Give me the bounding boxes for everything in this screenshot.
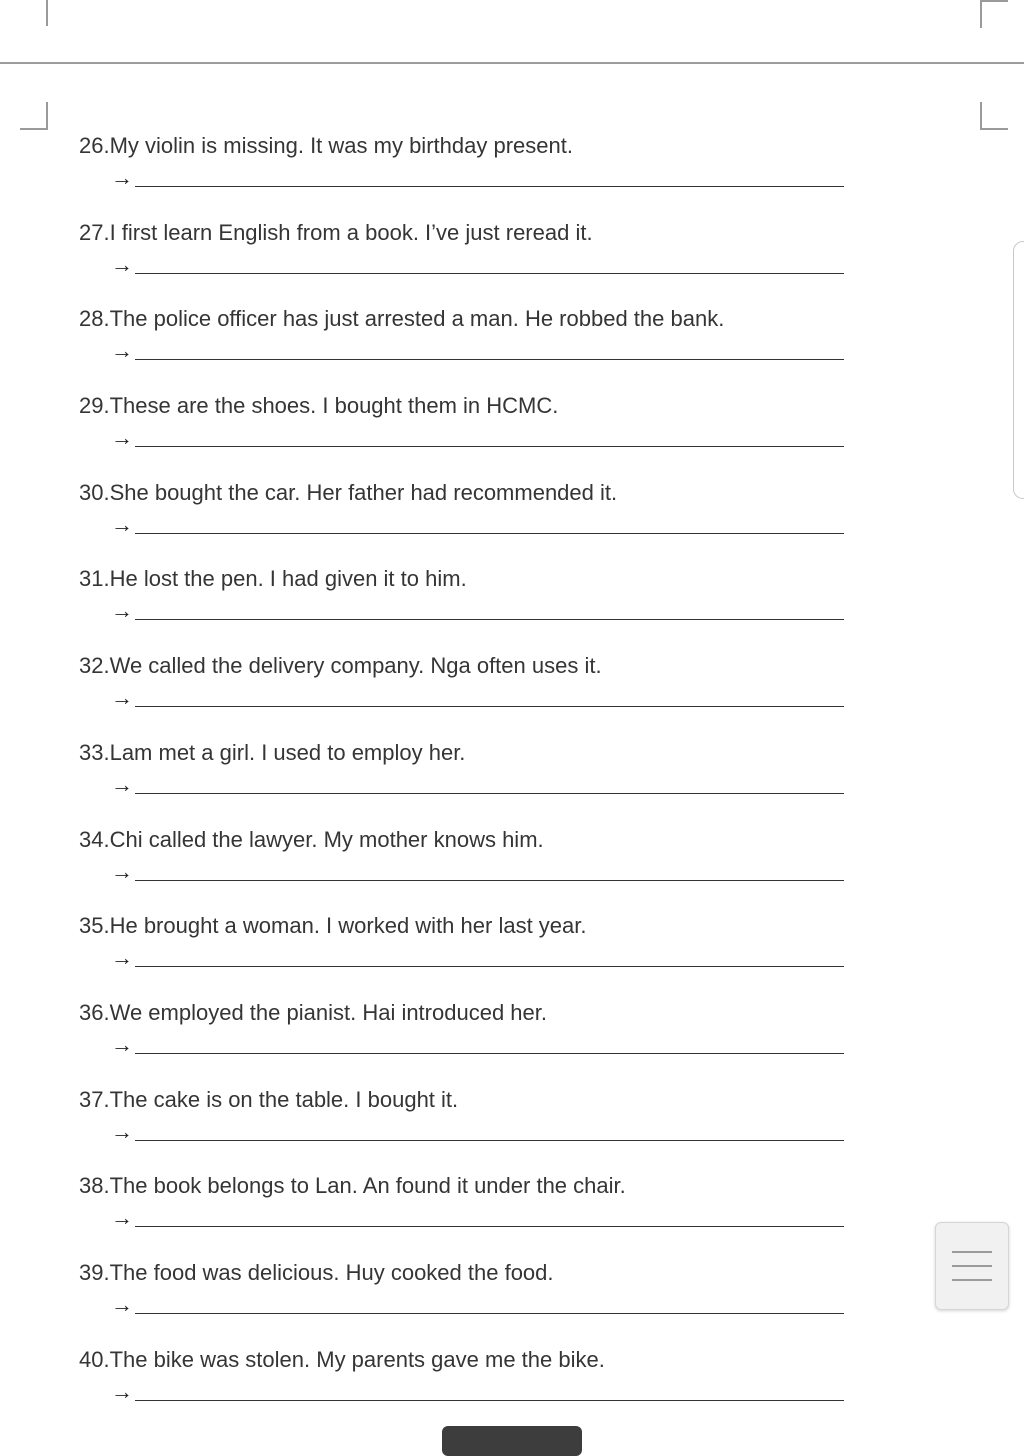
- arrow-icon: →: [111, 685, 133, 711]
- bottom-toolbar-handle[interactable]: [442, 1426, 582, 1456]
- answer-line[interactable]: [111, 337, 845, 365]
- arrow-icon: →: [111, 511, 133, 537]
- exercise-item: [0, 475, 1024, 562]
- arrow-icon: →: [111, 858, 133, 884]
- question-text: 27.I first learn English from a book. I’ve just reread it.: [79, 219, 593, 245]
- exercise-item: [0, 301, 1024, 388]
- answer-line[interactable]: [111, 597, 845, 625]
- exercise-item: [0, 822, 1024, 909]
- answer-blank[interactable]: [135, 359, 844, 360]
- answer-line[interactable]: [111, 858, 845, 886]
- answer-line[interactable]: [111, 164, 845, 192]
- answer-blank[interactable]: [135, 533, 844, 534]
- question-text: 32.We called the delivery company. Nga often uses it.: [79, 653, 602, 679]
- question-text: 35.He brought a woman. I worked with her last year.: [79, 913, 587, 939]
- exercise-item: [0, 1082, 1024, 1169]
- question-text: 26.My violin is missing. It was my birthday present.: [79, 133, 573, 158]
- menu-button[interactable]: [935, 1222, 1009, 1310]
- side-scroll-tab[interactable]: [1013, 241, 1024, 499]
- answer-line[interactable]: [111, 1291, 845, 1319]
- question-text: 36.We employed the pianist. Hai introduced her.: [79, 999, 547, 1025]
- exercise-item: [0, 1168, 1024, 1255]
- crop-mark-page-top-left: [20, 102, 48, 130]
- answer-line[interactable]: [111, 424, 845, 452]
- answer-blank[interactable]: [135, 1400, 844, 1401]
- arrow-icon: →: [111, 1291, 133, 1317]
- crop-mark-page-top-right: [980, 102, 1008, 130]
- crop-mark-top-right: [980, 0, 1008, 28]
- answer-line[interactable]: [111, 684, 845, 712]
- exercise-item: [0, 128, 1024, 215]
- arrow-icon: →: [111, 1031, 133, 1057]
- exercise-item: [0, 648, 1024, 735]
- arrow-icon: →: [111, 598, 133, 624]
- answer-blank[interactable]: [135, 706, 844, 707]
- answer-blank[interactable]: [135, 619, 844, 620]
- answer-blank[interactable]: [135, 1053, 844, 1054]
- question-text: 38.The book belongs to Lan. An found it under the chair.: [79, 1173, 626, 1199]
- exercise-item: [0, 388, 1024, 475]
- answer-blank[interactable]: [135, 273, 844, 274]
- arrow-icon: →: [111, 1118, 133, 1144]
- arrow-icon: →: [111, 251, 133, 277]
- arrow-icon: →: [111, 165, 133, 190]
- answer-blank[interactable]: [135, 1226, 844, 1227]
- exercise-item: [0, 1342, 1024, 1429]
- answer-line[interactable]: [111, 251, 845, 279]
- arrow-icon: →: [111, 771, 133, 797]
- page-divider: [0, 62, 1024, 64]
- answer-blank[interactable]: [135, 446, 844, 447]
- arrow-icon: →: [111, 1378, 133, 1404]
- answer-line[interactable]: [111, 1031, 845, 1059]
- answer-blank[interactable]: [135, 186, 844, 187]
- answer-line[interactable]: [111, 511, 845, 539]
- question-text: 33.Lam met a girl. I used to employ her.: [79, 739, 466, 765]
- exercise-item: [0, 1255, 1024, 1342]
- question-text: 30.She bought the car. Her father had recommended it.: [79, 479, 618, 505]
- exercise-item: [0, 215, 1024, 302]
- exercise-item: [0, 995, 1024, 1082]
- answer-blank[interactable]: [135, 880, 844, 881]
- question-text: 37.The cake is on the table. I bought it.: [79, 1086, 459, 1112]
- arrow-icon: →: [111, 425, 133, 451]
- exercise-item: [0, 908, 1024, 995]
- answer-line[interactable]: [111, 1204, 845, 1232]
- arrow-icon: →: [111, 945, 133, 971]
- question-text: 40.The bike was stolen. My parents gave me the bike.: [79, 1346, 605, 1372]
- answer-line[interactable]: [111, 1378, 845, 1406]
- question-text: 29.These are the shoes. I bought them in HCMC.: [79, 393, 559, 419]
- answer-blank[interactable]: [135, 1140, 844, 1141]
- question-text: 31.He lost the pen. I had given it to him.: [79, 566, 467, 592]
- answer-line[interactable]: [111, 944, 845, 972]
- answer-blank[interactable]: [135, 966, 844, 967]
- exercise-item: [0, 561, 1024, 648]
- question-text: 28.The police officer has just arrested a man. He robbed the bank.: [79, 306, 725, 332]
- question-text: 34.Chi called the lawyer. My mother knows him.: [79, 826, 544, 852]
- answer-line[interactable]: [111, 771, 845, 799]
- answer-blank[interactable]: [135, 793, 844, 794]
- crop-mark-top-left: [20, 0, 48, 26]
- arrow-icon: →: [111, 1205, 133, 1231]
- arrow-icon: →: [111, 338, 133, 364]
- hamburger-menu-icon: [952, 1251, 992, 1281]
- exercise-item: [0, 735, 1024, 822]
- answer-blank[interactable]: [135, 1313, 844, 1314]
- answer-line[interactable]: [111, 1118, 845, 1146]
- question-text: 39.The food was delicious. Huy cooked the food.: [79, 1259, 554, 1285]
- exercise-list: [0, 128, 1024, 1428]
